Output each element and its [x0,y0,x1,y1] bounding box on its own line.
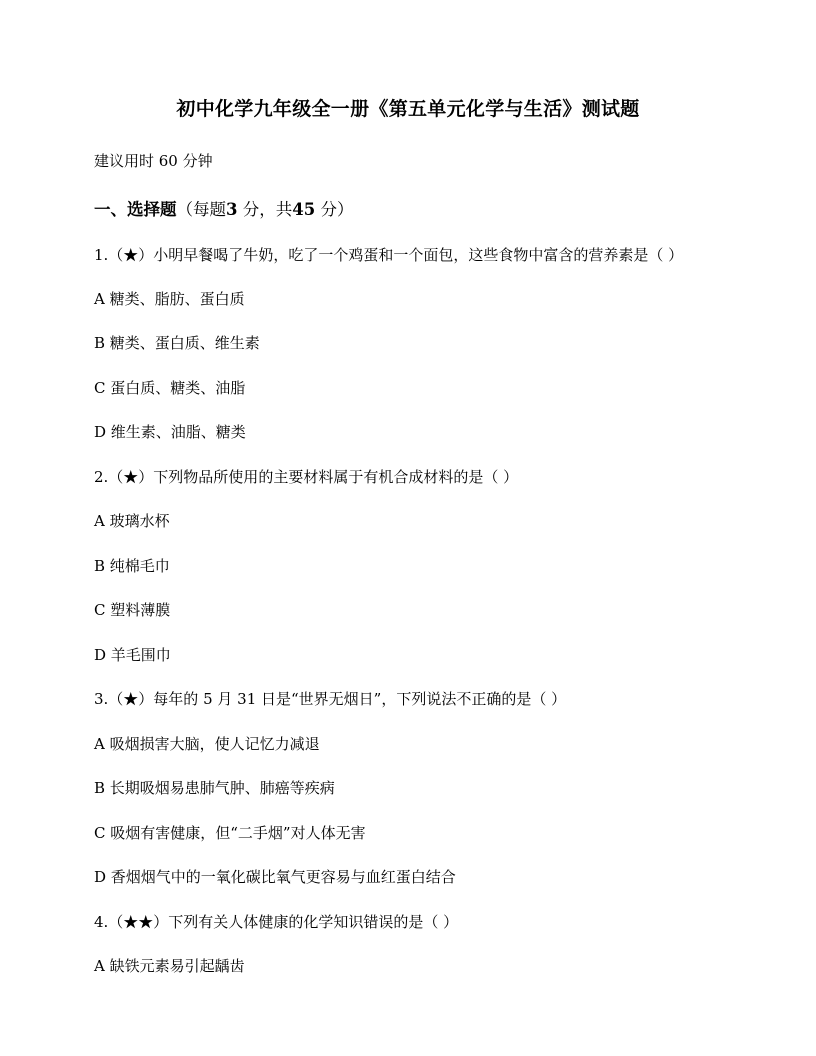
question-3-option-a: A 吸烟损害大脑，使人记忆力减退 [94,735,320,753]
question-1-option-a: A 糖类、脂肪、蛋白质 [94,290,245,308]
question-1-stem: 1.（★）小明早餐喝了牛奶，吃了一个鸡蛋和一个面包，这些食物中富含的营养素是（ ） [94,246,684,264]
question-1-option-d: D 维生素、油脂、糖类 [94,423,246,441]
score-note-open: （每题 [176,200,226,219]
total-score: 45 [292,200,316,219]
page-title: 初中化学九年级全一册《第五单元化学与生活》测试题 [176,98,640,120]
question-4-stem: 4.（★★）下列有关人体健康的化学知识错误的是（ ） [94,913,459,931]
section-heading [94,196,353,220]
suggested-time: 建议用时 60 分钟 [94,152,213,170]
section-heading-label: 一、选择题 [94,200,177,219]
question-4-option-a: A 缺铁元素易引起龋齿 [94,957,245,975]
question-2-stem: 2.（★）下列物品所使用的主要材料属于有机合成材料的是（ ） [94,468,519,486]
question-3-option-b: B 长期吸烟易患肺气肿、肺癌等疾病 [94,779,335,797]
question-2-option-c: C 塑料薄膜 [94,601,171,619]
question-2-option-b: B 纯棉毛巾 [94,557,170,575]
question-2-option-a: A 玻璃水杯 [94,512,170,530]
question-2-option-d: D 羊毛围巾 [94,646,171,664]
score-note-close: 分） [320,200,354,219]
score-note-mid: 分，共 [242,200,293,219]
question-1-option-b: B 糖类、蛋白质、维生素 [94,334,260,352]
question-3-option-d: D 香烟烟气中的一氧化碳比氧气更容易与血红蛋白结合 [94,868,456,886]
section-score-note [177,200,354,219]
question-1-option-c: C 蛋白质、糖类、油脂 [94,379,246,397]
question-3-option-c: C 吸烟有害健康，但“二手烟”对人体无害 [94,824,366,842]
question-3-stem: 3.（★）每年的 5 月 31 日是“世界无烟日”，下列说法不正确的是（ ） [94,690,567,708]
per-question-score: 3 [226,200,238,219]
